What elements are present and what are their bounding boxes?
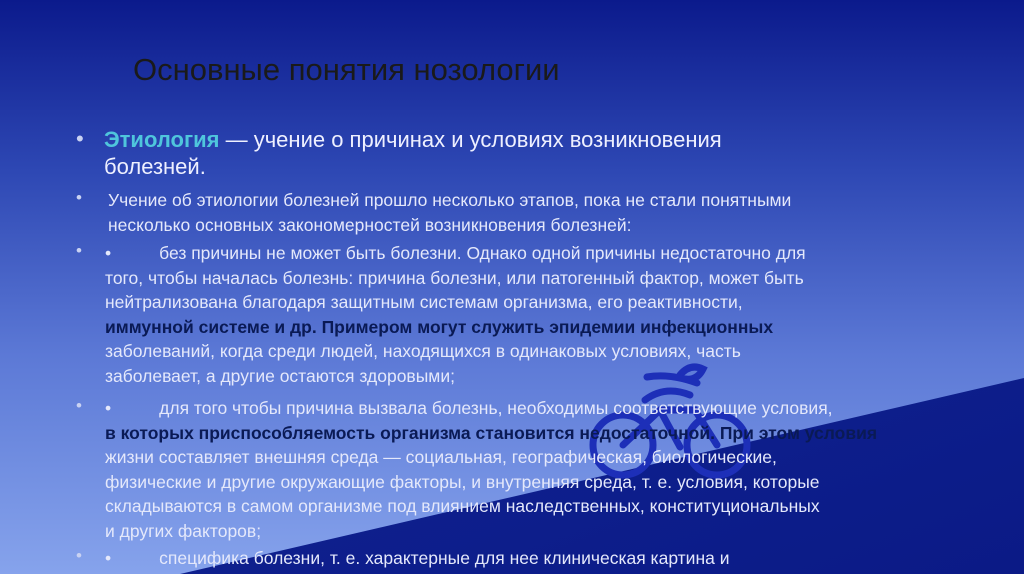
- text-line: специфика болезни, т. е. характерные для нее клиническая картина и: [159, 548, 730, 568]
- bullet-dot: •: [76, 241, 82, 260]
- bullet-text: [105, 396, 877, 543]
- text-line: заболевает, а другие остаются здоровыми;: [105, 365, 455, 386]
- bullet-text: [108, 188, 791, 237]
- bullet-dot: •: [76, 396, 82, 415]
- text-line: жизни составляет внешняя среда — социальная, географическая, биологические,: [105, 447, 777, 467]
- text-line: того, чтобы началась болезнь: причина болезни, или патогенный фактор, может быть: [105, 267, 804, 288]
- bullet-text: [104, 126, 722, 180]
- bullet-text: [105, 546, 730, 571]
- term-etiology: Этиология: [104, 127, 220, 152]
- bullet-dot: •: [76, 126, 84, 151]
- text-line: заболеваний, когда среди людей, находящихся в одинаковых условиях, часть: [105, 341, 741, 361]
- text-line: нейтрализована благодаря защитным системам организма, его реактивности,: [105, 292, 743, 312]
- bullet-dot: •: [76, 188, 82, 207]
- inner-bullet: •: [105, 548, 112, 568]
- inner-bullet: •: [105, 398, 112, 418]
- text-line: физические и другие окружающие факторы, и внутренняя среда, т. е. условия, которые: [105, 471, 820, 492]
- text-line: без причины не может быть болезни. Однако одной причины недостаточно для: [159, 243, 806, 263]
- text-line: складываются в самом организме под влиянием наследственных, конституциональных: [105, 496, 820, 516]
- text-line: несколько основных закономерностей возникновения болезней:: [108, 214, 632, 235]
- text-line: иммунной системе и др. Примером могут служить эпидемии инфекционных: [105, 316, 774, 337]
- slide-title: Основные понятия нозологии: [133, 52, 560, 87]
- definition-text-line2: болезней.: [104, 154, 206, 179]
- inner-bullet: •: [105, 243, 112, 263]
- text-line: для того чтобы причина вызвала болезнь, необходимы соответствующие условия,: [159, 398, 833, 418]
- text-line: Учение об этиологии болезней прошло несколько этапов, пока не стали понятными: [108, 190, 792, 210]
- text-line: и других факторов;: [105, 520, 262, 541]
- bullet-dot: •: [76, 546, 82, 565]
- text-line: в которых приспособляемость организма становится недостаточной. При этом условия: [105, 422, 878, 443]
- definition-text: — учение о причинах и условиях возникновения: [219, 127, 722, 152]
- bullet-text: [105, 241, 806, 388]
